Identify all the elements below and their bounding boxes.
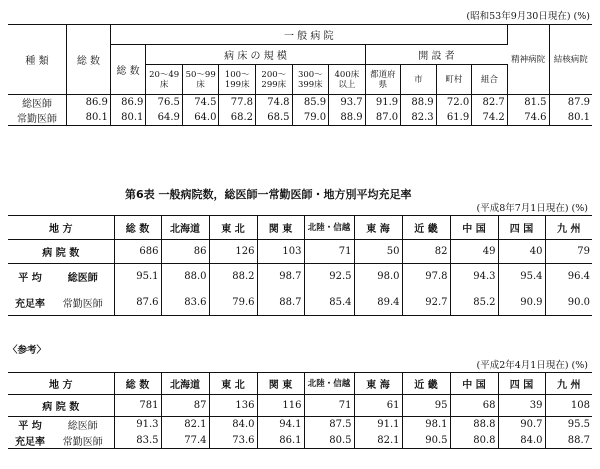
table-cell: 82.1 <box>354 433 402 449</box>
table-cell: 82.1 <box>161 417 209 433</box>
t3-region-col: 中 国 <box>450 373 498 395</box>
table-cell: 83.6 <box>161 290 209 316</box>
table-cell: 74.2 <box>472 110 508 126</box>
table-cell: 83.5 <box>114 433 161 449</box>
t3-region-col: 関 東 <box>257 373 304 395</box>
t2-region-col: 近 畿 <box>402 216 450 240</box>
table-cell: 94.1 <box>257 417 304 433</box>
table-cell: 80.1 <box>66 110 110 126</box>
t1-header-beds: 病 床 の 規 模 <box>146 45 365 65</box>
table-cell: 98.1 <box>402 417 450 433</box>
table-cell: 86.9 <box>66 95 110 111</box>
table-cell: 87.5 <box>304 417 354 433</box>
t1-header-beds-total: 総 数 <box>110 45 146 95</box>
table-cell: 77.8 <box>219 95 256 111</box>
table-cell: 88.9 <box>401 95 437 111</box>
table-cell: 88.7 <box>545 433 592 449</box>
table-row <box>8 395 592 417</box>
table-cell: 93.7 <box>329 95 366 111</box>
reference-label: 〈参考〉 <box>8 345 47 356</box>
table-row-label: 常勤医師 <box>8 110 66 126</box>
table-cell: 89.4 <box>354 290 402 316</box>
t1-founder-col: 市 <box>401 65 437 95</box>
table-cell: 68 <box>450 395 498 417</box>
table-cell: 88.7 <box>257 290 304 316</box>
table2-title: 第6表 一般病院数，総医師一常勤医師・地方別平均充足率 <box>125 188 412 201</box>
table-cell: 85.9 <box>292 95 329 111</box>
table-cell: 76.5 <box>146 95 183 111</box>
table3-note: (平成2年4月1日現在) (%) <box>476 360 588 371</box>
table-cell: 88.9 <box>329 110 366 126</box>
t3-header-region: 地 方 <box>8 373 114 395</box>
table-cell: 40 <box>498 240 545 264</box>
table-cell: 86.1 <box>257 433 304 449</box>
table-cell: 79.0 <box>292 110 329 126</box>
t1-header-psych: 精神病院 <box>507 25 549 95</box>
t3-avg-label: 平 均 <box>18 421 42 433</box>
table-row <box>8 290 592 316</box>
table-cell: 90.5 <box>402 433 450 449</box>
table3 <box>8 372 592 449</box>
table-cell: 88.0 <box>161 264 209 290</box>
t2-region-col: 中 国 <box>450 216 498 240</box>
t2-fill-label: 充足率 <box>8 290 52 316</box>
table1-note: (昭和53年9月30日現在) (%) <box>466 11 590 22</box>
table-cell: 86 <box>161 240 209 264</box>
t1-header-general: 一 般 病 院 <box>110 25 507 45</box>
table-cell: 49 <box>450 240 498 264</box>
t2-total-dr-label: 総医師 <box>52 264 114 290</box>
table-cell: 95.1 <box>114 264 161 290</box>
table-cell: 90.9 <box>498 290 545 316</box>
table-cell: 84.0 <box>498 433 545 449</box>
table-cell: 74.6 <box>507 110 549 126</box>
table-cell: 80.8 <box>450 433 498 449</box>
table-cell: 103 <box>257 240 304 264</box>
table-cell: 64.0 <box>182 110 219 126</box>
t1-header-total: 総 数 <box>66 25 110 95</box>
table-cell: 98.7 <box>257 264 304 290</box>
table-cell: 50 <box>354 240 402 264</box>
table-cell: 90.0 <box>545 290 592 316</box>
table-cell: 116 <box>257 395 304 417</box>
t1-founder-col: 組合 <box>472 65 508 95</box>
table-cell: 82.3 <box>401 110 437 126</box>
t1-bed-col: 50～99床 <box>182 65 219 95</box>
table-cell: 61 <box>354 395 402 417</box>
t2-region-col: 四 国 <box>498 216 545 240</box>
table-cell: 77.4 <box>161 433 209 449</box>
table-cell: 71 <box>304 240 354 264</box>
t2-region-col: 東 海 <box>354 216 402 240</box>
t1-founder-col: 都道府県 <box>365 65 401 95</box>
table-cell: 136 <box>209 395 257 417</box>
t1-founder-col: 町村 <box>436 65 472 95</box>
t3-fill-label: 充足率 <box>8 433 52 449</box>
table-cell: 84.0 <box>209 417 257 433</box>
table-cell: 108 <box>545 395 592 417</box>
table-row <box>8 110 592 126</box>
t2-header-region: 地 方 <box>8 216 114 240</box>
table-cell: 80.5 <box>304 433 354 449</box>
table-cell: 97.8 <box>402 264 450 290</box>
t2-region-col: 東 北 <box>209 216 257 240</box>
t2-region-col: 北陸・信越 <box>304 216 354 240</box>
table-cell: 64.9 <box>146 110 183 126</box>
table-cell: 87.6 <box>114 290 161 316</box>
table-cell: 79.6 <box>209 290 257 316</box>
t1-bed-col: 20～49床 <box>146 65 183 95</box>
t3-region-col: 四 国 <box>498 373 545 395</box>
table-row <box>8 264 592 290</box>
table-cell: 90.7 <box>498 417 545 433</box>
t2-hosp-label: 病 院 数 <box>8 240 114 264</box>
t2-avg-label: 平 均 <box>18 273 42 285</box>
table-cell: 92.7 <box>402 290 450 316</box>
table-cell: 88.8 <box>450 417 498 433</box>
table-cell: 87.0 <box>365 110 401 126</box>
table-row-label: 総医師 <box>8 95 66 111</box>
table-cell: 85.2 <box>450 290 498 316</box>
table-cell: 88.2 <box>209 264 257 290</box>
table-cell: 71 <box>304 395 354 417</box>
table-row <box>8 433 592 449</box>
table-cell: 85.4 <box>304 290 354 316</box>
t1-header-tb: 結核病院 <box>549 25 592 95</box>
table-cell: 95 <box>402 395 450 417</box>
t2-region-col: 総 数 <box>114 216 161 240</box>
t3-hosp-label: 病 院 数 <box>8 395 114 417</box>
table-cell: 95.5 <box>567 419 591 431</box>
t2-region-col: 北海道 <box>161 216 209 240</box>
table-cell: 80.1 <box>549 110 592 126</box>
t3-region-col: 総 数 <box>114 373 161 395</box>
table-cell: 91.9 <box>365 95 401 111</box>
table2-note: (平成8年7月1日現在) (%) <box>476 203 588 214</box>
t1-header-founder: 開 設 者 <box>365 45 507 65</box>
table1 <box>8 24 592 126</box>
table-cell: 91.1 <box>354 417 402 433</box>
t3-region-col: 北海道 <box>161 373 209 395</box>
table-cell: 68.5 <box>256 110 293 126</box>
table2 <box>8 215 592 316</box>
table-cell: 126 <box>209 240 257 264</box>
table-cell: 68.2 <box>219 110 256 126</box>
table-cell: 73.6 <box>209 433 257 449</box>
table-cell: 86.9 <box>110 95 146 111</box>
table-cell: 81.5 <box>507 95 549 111</box>
t2-region-col: 関 東 <box>257 216 304 240</box>
table-cell: 91.3 <box>114 417 161 433</box>
table-cell: 82.7 <box>472 95 508 111</box>
t1-bed-col: 300～399床 <box>292 65 329 95</box>
t1-bed-col: 200～299床 <box>256 65 293 95</box>
t1-header-type: 種 類 <box>8 25 66 95</box>
t3-region-col: 東 北 <box>209 373 257 395</box>
table-cell: 781 <box>114 395 161 417</box>
table-cell: 82 <box>402 240 450 264</box>
table-row <box>8 417 592 433</box>
table-cell: 72.0 <box>436 95 472 111</box>
table-cell: 96.4 <box>567 271 591 283</box>
table-cell: 74.8 <box>256 95 293 111</box>
t3-ft-dr-label: 常勤医師 <box>52 433 114 449</box>
table-cell: 61.9 <box>436 110 472 126</box>
t2-region-col: 九 州 <box>545 216 592 240</box>
table-cell: 686 <box>114 240 161 264</box>
t3-total-dr-label: 総医師 <box>52 417 114 433</box>
t3-region-col: 東 海 <box>354 373 402 395</box>
t3-region-col: 九 州 <box>545 373 592 395</box>
table-row <box>8 95 592 111</box>
table-cell: 79 <box>545 240 592 264</box>
t2-ft-dr-label: 常勤医師 <box>52 290 114 316</box>
t3-region-col: 近 畿 <box>402 373 450 395</box>
table-cell: 39 <box>498 395 545 417</box>
table-cell: 87 <box>161 395 209 417</box>
table-cell: 87.9 <box>567 97 590 108</box>
t3-region-col: 北陸・信越 <box>304 373 354 395</box>
table-cell: 92.5 <box>304 264 354 290</box>
table-cell: 94.3 <box>450 264 498 290</box>
t1-bed-col: 400床以上 <box>329 65 366 95</box>
table-cell: 80.1 <box>110 110 146 126</box>
t1-bed-col: 100～199床 <box>219 65 256 95</box>
table-cell: 98.0 <box>354 264 402 290</box>
table-cell: 74.5 <box>182 95 219 111</box>
table-row <box>8 240 592 264</box>
table-cell: 95.4 <box>498 264 545 290</box>
